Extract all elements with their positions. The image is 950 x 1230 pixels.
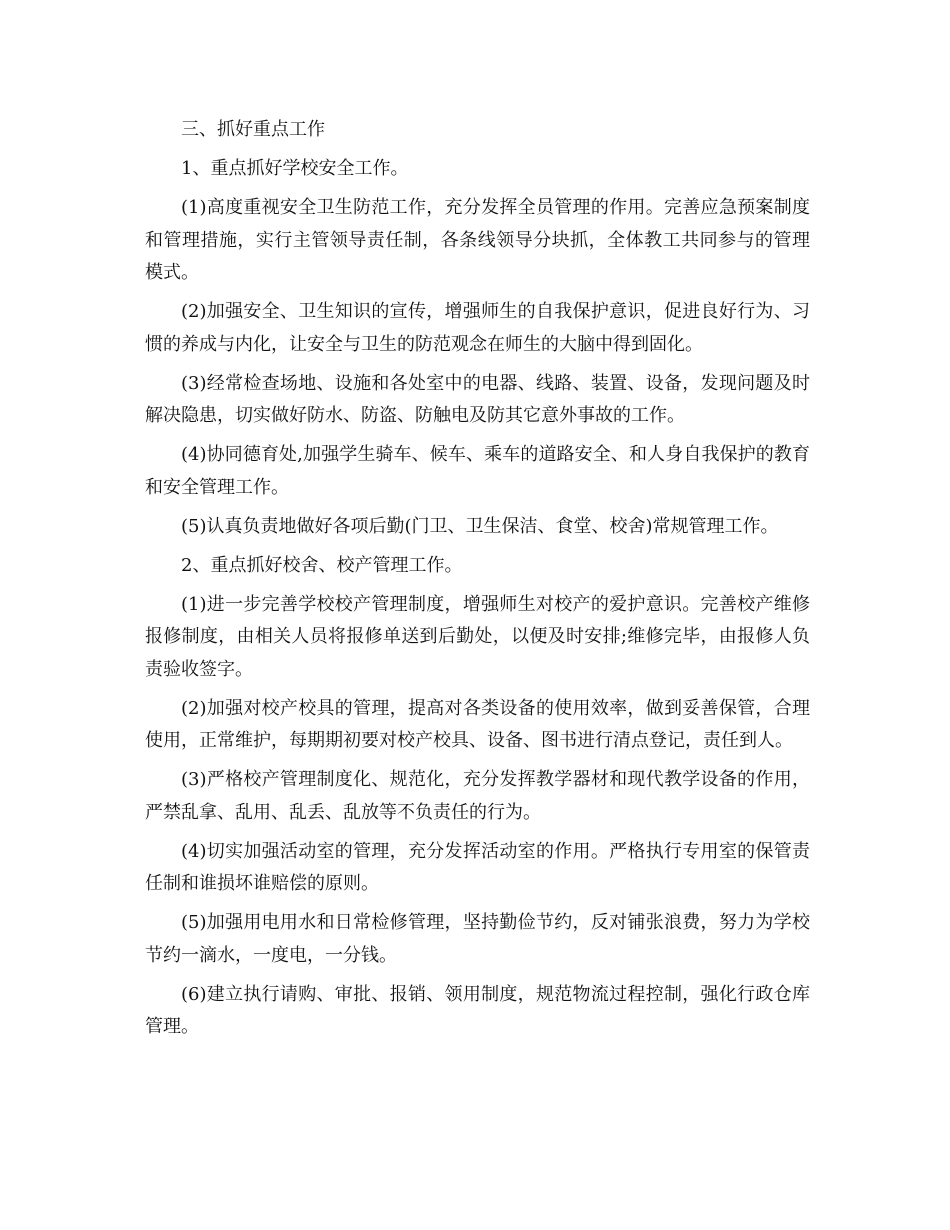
paragraph: (6)建立执行请购、审批、报销、领用制度，规范物流过程控制，强化行政仓库管理。 [145, 983, 810, 1037]
paragraph: (3)严格校产管理制度化、规范化，充分发挥教学器材和现代教学设备的作用，严禁乱拿、乱用、乱丢、乱放等不负责任的行为。 [145, 769, 810, 823]
paragraph: (1)高度重视安全卫生防范工作，充分发挥全员管理的作用。完善应急预案制度和管理措施，实行主管领导责任制，各条线领导分块抓，全体教工共同参与的管理模式。 [145, 197, 810, 283]
paragraph: (2)加强对校产校具的管理，提高对各类设备的使用效率，做到妥善保管，合理使用，正常维护，每期期初要对校产校具、设备、图书进行清点登记，责任到人。 [145, 697, 810, 751]
paragraph: (3)经常检查场地、设施和各处室中的电器、线路、装置、设备，发现问题及时解决隐患，切实做好防水、防盗、防触电及防其它意外事故的工作。 [145, 372, 810, 426]
document-body [145, 114, 810, 1050]
paragraph: (1)进一步完善学校校产管理制度，增强师生对校产的爱护意识。完善校产维修报修制度，由相关人员将报修单送到后勤处，以便及时安排;维修完毕，由报修人负责验收签字。 [145, 593, 810, 680]
subsection-heading: 1、重点抓好学校安全工作。 [181, 158, 409, 179]
paragraph: (4)切实加强活动室的管理，充分发挥活动室的作用。严格执行专用室的保管责任制和谁损坏谁赔偿的原则。 [145, 840, 810, 894]
paragraph: (5)认真负责地做好各项后勤(门卫、卫生保洁、食堂、校舍)常规管理工作。 [181, 515, 779, 537]
section-heading: 三、抓好重点工作 [181, 119, 325, 140]
paragraph: (5)加强用电用水和日常检修管理，坚持勤俭节约，反对铺张浪费，努力为学校节约一滴水，一度电，一分钱。 [145, 912, 810, 966]
paragraph: (4)协同德育处,加强学生骑车、候车、乘车的道路安全、和人身自我保护的教育和安全管理工作。 [145, 444, 810, 498]
subsection-heading: 2、重点抓好校舍、校产管理工作。 [181, 554, 463, 576]
paragraph: (2)加强安全、卫生知识的宣传，增强师生的自我保护意识，促进良好行为、习惯的养成与内化，让安全与卫生的防范观念在师生的大脑中得到固化。 [145, 301, 810, 355]
